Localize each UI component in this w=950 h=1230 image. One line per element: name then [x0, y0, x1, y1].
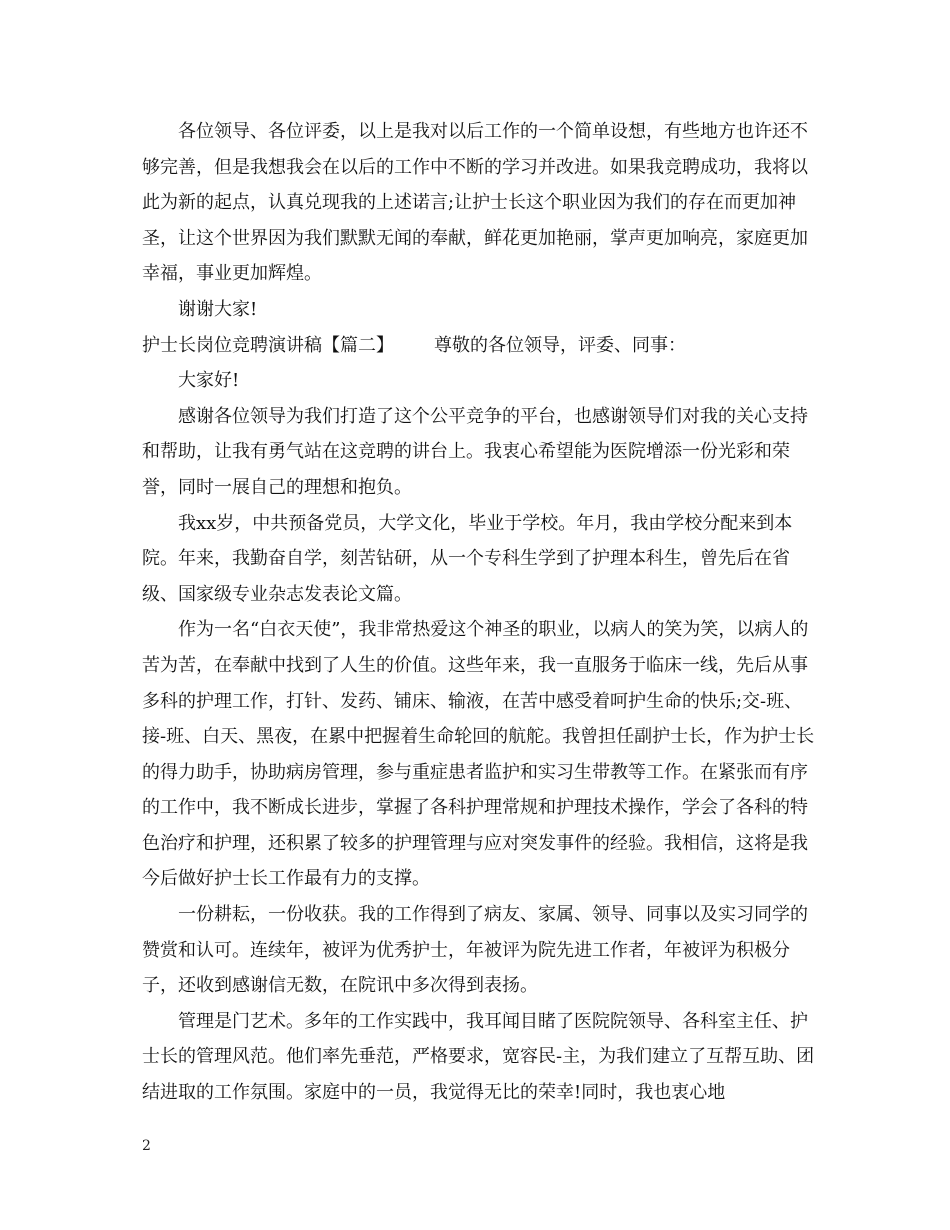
page-number: 2 [142, 1138, 151, 1154]
paragraph-closing-remarks: 各位领导、各位评委，以上是我对以后工作的一个简单设想，有些地方也许还不够完善，但是我想我会在以后的工作中不断的学习并改进。如果我竞聘成功，我将以此为新的起点，认真兑现我的上述诺言;让护士长这个职业因为我们的存在而更加神圣，让这个世界因为我们默默无闻的奉献，鲜花更加艳丽，掌声更加响亮，家庭更加幸福，事业更加辉煌。 [142, 121, 808, 285]
section-heading: 护士长岗位竞聘演讲稿【篇二】 [142, 334, 394, 356]
paragraph-management: 管理是门艺术。多年的工作实践中，我耳闻目睹了医院院领导、各科室主任、护士长的管理风范。他们率先垂范，严格要求，宽容民-主，为我们建立了互帮互助、团结进取的工作氛围。家庭中的一员，我觉得无比的荣幸!同时，我也衷心地 [142, 1010, 815, 1104]
paragraph-thanks: 谢谢大家! [178, 298, 258, 320]
paragraph-greeting: 大家好! [178, 370, 240, 392]
section-heading-line [142, 328, 820, 364]
paragraph-gratitude: 感谢各位领导为我们打造了这个公平竞争的平台，也感谢领导们对我的关心支持和帮助，让我有勇气站在这竞聘的讲台上。我衷心希望能为医院增添一份光彩和荣誉，同时一展自己的理想和抱负。 [142, 405, 808, 498]
document-body [142, 114, 820, 1111]
paragraph-background: 我xx岁，中共预备党员，大学文化，毕业于学校。年月，我由学校分配来到本院。年来，我勤奋自学，刻苦钻研，从一个专科生学到了护理本科生，曾先后在省级、国家级专业杂志发表论文篇。 [142, 512, 793, 605]
paragraph-recognition: 一份耕耘，一份收获。我的工作得到了病友、家属、领导、同事以及实习同学的赞赏和认可。连续年，被评为优秀护士，年被评为院先进工作者，年被评为积极分子，还收到感谢信无数，在院讯中多次得到表扬。 [142, 904, 808, 997]
paragraph-experience: 作为一名“白衣天使”，我非常热爱这个神圣的职业，以病人的笑为笑，以病人的苦为苦，在奉献中找到了人生的价值。这些年来，我一直服务于临床一线，先后从事多科的护理工作，打针、发药、铺床、输液，在苦中感受着呵护生命的快乐;交-班、接-班、白天、黑夜，在累中把握着生命轮回的航舵。我曾担任副护士长，作为护士长的得力助手，协助病房管理，参与重症患者监护和实习生带教等工作。在紧张而有序的工作中，我不断成长进步，掌握了各科护理常规和护理技术操作，学会了各科的特色治疗和护理，还积累了较多的护理管理与应对突发事件的经验。我相信，这将是我今后做好护士长工作最有力的支撑。 [142, 619, 815, 890]
salutation: 尊敬的各位领导，评委、同事： [434, 334, 686, 356]
